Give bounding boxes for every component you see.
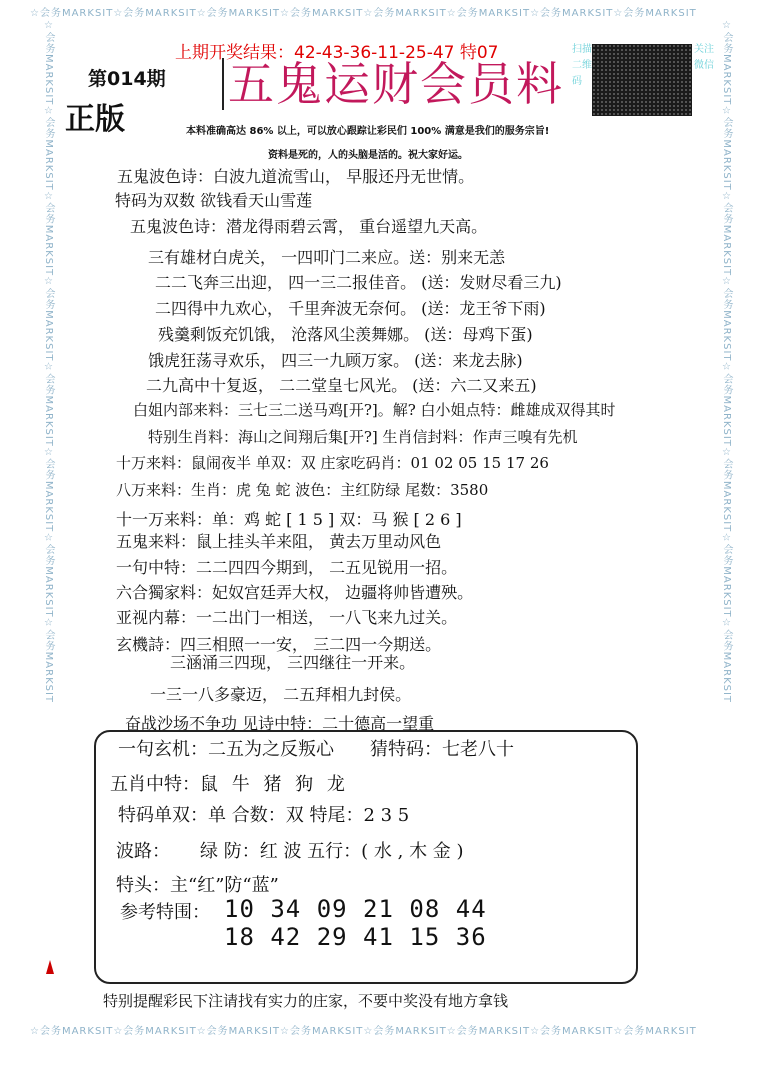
watermark-border-top: ☆会务MARKSIT☆会务MARKSIT☆会务MARKSIT☆会务MARKSIT☆会务MARKSIT☆会务MARKSIT☆会务MARKSIT☆会务MARKSIT: [30, 8, 697, 19]
text-line: 奋战沙场不争功 见诗中特：二十德高一望重: [125, 714, 435, 733]
text-line: 五鬼来料：鼠上挂头羊来阻， 黄去万里动风色: [116, 532, 442, 551]
zodiac-label: 五肖中特：: [110, 774, 200, 795]
qr-caption-right: 关注微信: [694, 44, 714, 71]
reference-row-2: 18 42 29 41 15 36: [224, 923, 487, 951]
odd-even-line: 特码单双：单 合数：双 特尾：2 3 5: [118, 805, 410, 826]
box-guess: 猜特码：七老八十: [370, 739, 514, 760]
text-line: 饿虎狂荡寻欢乐， 四三一九顾万家。 (送：来龙去脉): [148, 351, 523, 370]
text-line: 二九高中十复返， 二二堂皇七风光。 (送：六二又来五): [146, 376, 537, 395]
tagline-luck: 资料是死的，人的头脑是活的。祝大家好运。: [268, 150, 468, 161]
text-line: 玄機詩：四三相照一一安， 三二四一今期送。: [116, 635, 442, 654]
text-line: 八万来料：生肖：虎 兔 蛇 波色：主红防绿 尾数：3580: [116, 481, 489, 499]
text-line: 残羹剩饭充饥饿， 沧落风尘羡舞娜。 (送：母鸡下蛋): [158, 325, 533, 344]
text-line: 白姐内部来料：三七三二送马鸡[开?]。解? 白小姐点特：雌雄成双得其时: [133, 401, 616, 419]
footer-warning: 特别提醒彩民下注请找有实力的庄家，不要中奖没有地方拿钱: [103, 992, 509, 1010]
text-line: 一三一八多豪迈， 二五拜相九封侯。: [150, 685, 412, 704]
head-line: 特头：主“红”防“蓝”: [116, 875, 279, 896]
page-title: 五鬼运财会员料: [222, 58, 564, 110]
text-line: 六合獨家料：妃奴宫廷弄大权， 边疆将帅皆遭殃。: [116, 583, 474, 602]
watermark-border-left: ☆会务MARKSIT☆会务MARKSIT☆会务MARKSIT☆会务MARKSIT☆会务MARKSIT☆会务MARKSIT☆会务MARKSIT☆会务MARKSIT: [43, 20, 54, 704]
box-hint: 一句玄机：二五为之反叛心: [118, 739, 334, 760]
text-line: 三有雄材白虎关， 一四叩门二来应。送：别来无恙: [148, 248, 506, 267]
text-line: 亚视内幕：一二出门一相送， 一八飞来九过关。: [116, 608, 458, 627]
qr-code-image: [592, 44, 692, 116]
text-line: 五鬼波色诗：潜龙得雨碧云霄， 重台遥望九天高。: [130, 217, 488, 236]
qr-caption-left: 扫描二维码: [572, 44, 592, 87]
last-draw-result: 上期开奖结果：42-43-36-11-25-47 特07: [175, 43, 499, 63]
watermark-border-bottom: ☆会务MARKSIT☆会务MARKSIT☆会务MARKSIT☆会务MARKSIT☆会务MARKSIT☆会务MARKSIT☆会务MARKSIT☆会务MARKSIT: [30, 1026, 697, 1037]
text-line: 三涵涌三四现， 三四继往一开来。: [170, 653, 416, 672]
text-line: 十万来料：鼠闹夜半 单双：双 庄家吃码肖：01 02 05 15 17 26: [116, 454, 549, 472]
watermark-border-right: ☆会务MARKSIT☆会务MARKSIT☆会务MARKSIT☆会务MARKSIT☆会务MARKSIT☆会务MARKSIT☆会务MARKSIT☆会务MARKSIT: [721, 20, 732, 704]
text-line: 十一万来料：单：鸡 蛇 [ 1 5 ] 双：马 猴 [ 2 6 ]: [116, 510, 462, 529]
wave-value: 绿 防：红 波 五行：( 水 , 木 金 ): [200, 841, 464, 862]
reference-row-1: 10 34 09 21 08 44: [224, 895, 487, 923]
edition-label: 正版: [65, 102, 125, 137]
tagline-accuracy: 本料准确高达 86% 以上，可以放心跟踪让彩民们 100% 满意是我们的服务宗旨!: [186, 126, 550, 137]
text-line: 二二飞奔三出迎， 四一三二报佳音。 (送：发财尽看三九): [155, 273, 562, 292]
reference-label: 参考特围：: [120, 902, 210, 923]
text-line: 五鬼波色诗：白波九道流雪山， 早服还丹无世情。: [117, 167, 475, 186]
wave-label: 波路：: [116, 841, 170, 862]
text-line: 一句中特：二二四四今期到， 二五见锐用一招。: [116, 558, 458, 577]
zodiac-value: 鼠 牛 猪 狗 龙: [200, 774, 349, 795]
text-line: 特码为双数 欲钱看天山雪莲: [115, 191, 313, 210]
text-line: 二四得中九欢心， 千里奔波无奈何。 (送：龙王爷下雨): [155, 299, 546, 318]
issue-number: 第014期: [88, 68, 166, 90]
text-line: 特别生肖料：海山之间翔后集[开?] 生肖信封料：作声三嗅有先机: [148, 428, 578, 446]
